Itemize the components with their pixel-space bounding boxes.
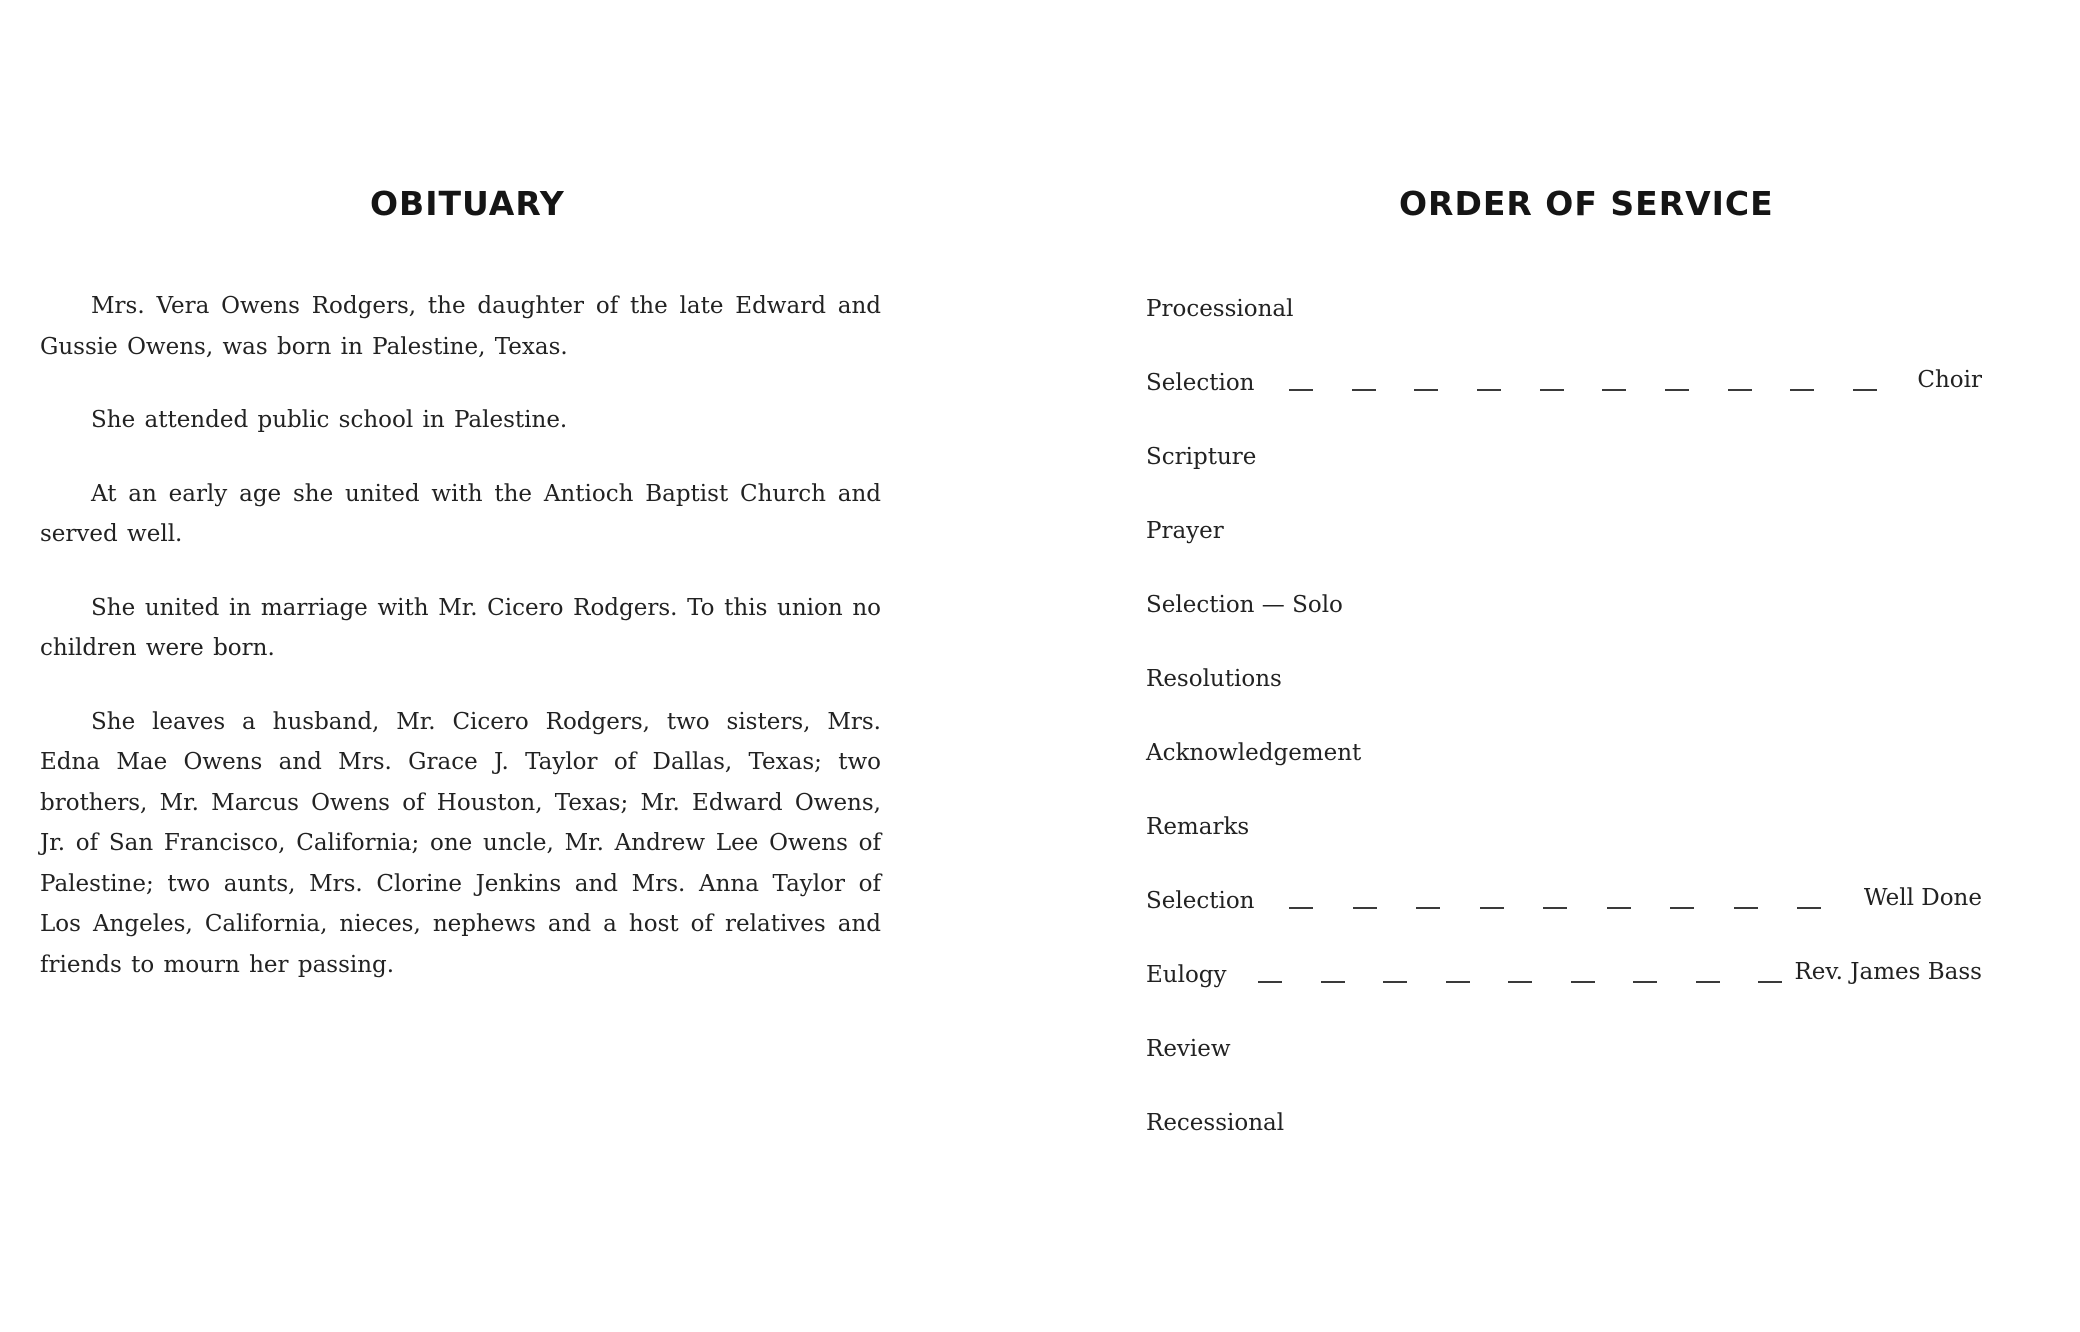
service-item-label: Acknowledgement: [1146, 740, 1362, 766]
service-item: [1146, 807, 1982, 881]
dash-leader: [1258, 955, 1782, 995]
dash-leader: [1289, 881, 1821, 921]
service-item-label: Review: [1146, 1036, 1231, 1062]
obituary-heading: OBITUARY: [370, 184, 565, 223]
obituary-paragraph: She united in marriage with Mr. Cicero Rodgers. To this union no children were born.: [40, 594, 881, 661]
service-item-performer: Choir: [1917, 367, 1982, 393]
service-item: [1146, 733, 1982, 807]
obituary-paragraph: She attended public school in Palestine.: [91, 407, 568, 433]
service-item-label: Selection: [1146, 888, 1255, 914]
service-item: [1146, 289, 1982, 363]
order-of-service-heading: ORDER OF SERVICE: [1399, 184, 1774, 223]
service-item: [1146, 1029, 1982, 1103]
service-item: [1146, 881, 1982, 955]
service-item-label: Eulogy: [1146, 962, 1227, 988]
order-of-service-list: [1146, 289, 1982, 1177]
service-item-label: Recessional: [1146, 1110, 1285, 1136]
service-item-label: Selection — Solo: [1146, 592, 1343, 618]
service-item: [1146, 659, 1982, 733]
service-item-label: Scripture: [1146, 444, 1257, 470]
service-item-performer: Rev. James Bass: [1794, 959, 1982, 985]
service-item-label: Remarks: [1146, 814, 1250, 840]
obituary-paragraph: Mrs. Vera Owens Rodgers, the daughter of the late Edward and Gussie Owens, was born in Palestine, Texas.: [40, 293, 881, 360]
service-item-label: Resolutions: [1146, 666, 1282, 692]
service-item-label: Prayer: [1146, 518, 1224, 544]
service-item: [1146, 511, 1982, 585]
obituary-paragraph: At an early age she united with the Antioch Baptist Church and served well.: [40, 480, 881, 547]
service-item: [1146, 585, 1982, 659]
service-item-performer: Well Done: [1863, 885, 1982, 911]
dash-leader: [1289, 363, 1877, 403]
service-item-label: Selection: [1146, 370, 1255, 396]
service-item-label: Processional: [1146, 296, 1294, 322]
service-item: [1146, 437, 1982, 511]
service-item: [1146, 1103, 1982, 1177]
service-item: [1146, 955, 1982, 1029]
service-item: [1146, 363, 1982, 437]
obituary-text: [40, 286, 881, 1018]
obituary-paragraph: She leaves a husband, Mr. Cicero Rodgers, two sisters, Mrs. Edna Mae Owens and Mrs. Grace J. Taylor of Dallas, Texas; two brothers, Mr. Marcus Owens of Houston, Texas; Mr. Edward Owens, Jr. of San Francisco, California; one uncle, Mr. Andrew Lee Owens of Palestine; two aunts, Mrs. Clorine Jenkins and Mrs. Anna Taylor of Los Angeles, California, nieces, nephews and a host of relatives and friends to mourn her passing.: [40, 708, 881, 978]
